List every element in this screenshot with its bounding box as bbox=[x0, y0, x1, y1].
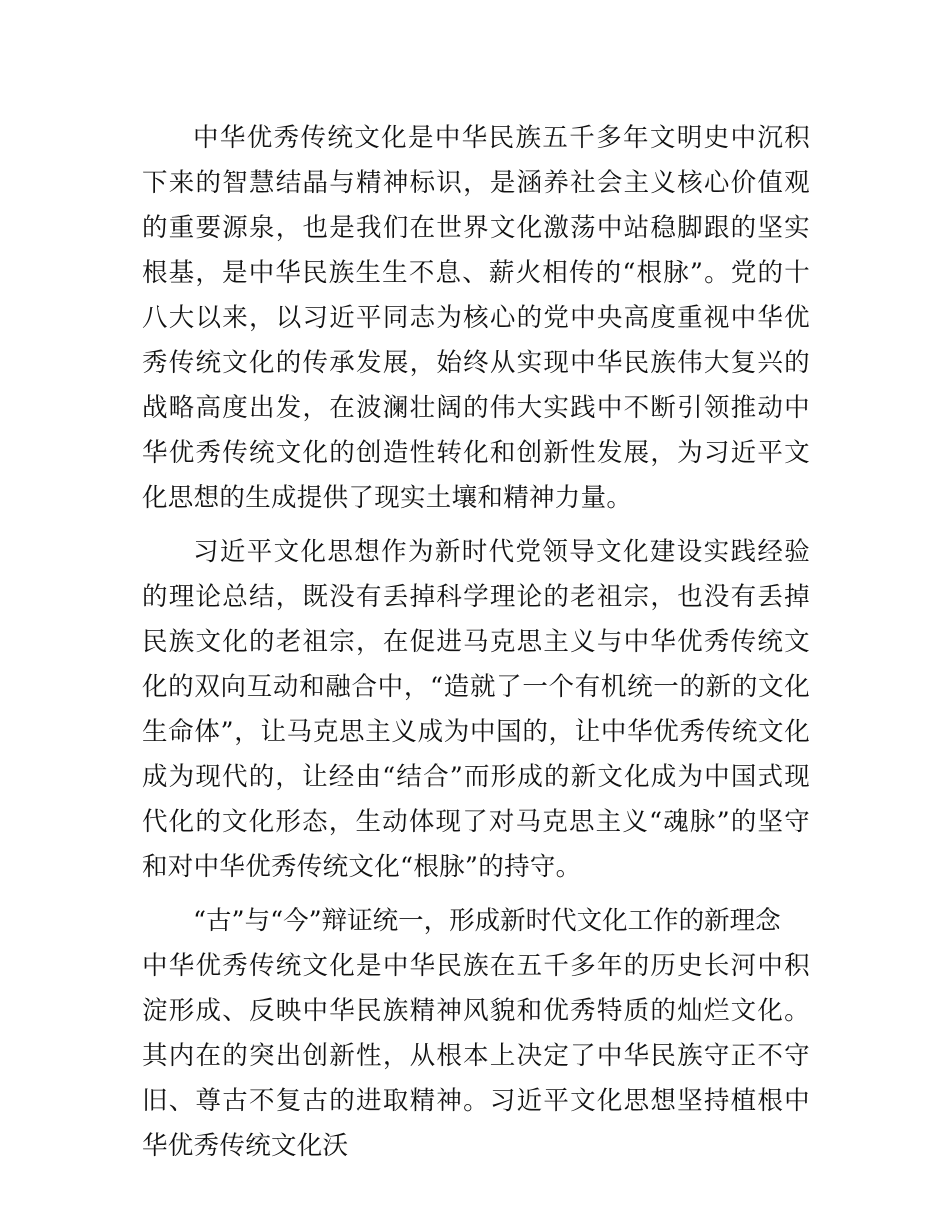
document-body bbox=[142, 116, 810, 1169]
section-paragraph: 中华优秀传统文化是中华民族在五千多年的历史长河中积淀形成、反映中华民族精神风貌和优秀特质的灿烂文化。其内在的突出创新性，从根本上决定了中华民族守正不守旧、尊古不复古的进取精神。习近平文化思想坚持植根中华优秀传统文化沃 bbox=[142, 951, 810, 1161]
paragraph-2: 习近平文化思想作为新时代党领导文化建设实践经验的理论总结，既没有丢掉科学理论的老祖宗，也没有丢掉民族文化的老祖宗，在促进马克思主义与中华优秀传统文化的双向互动和融合中，“造就了一个有机统一的新的文化生命体”，让马克思主义成为中国的，让中华优秀传统文化成为现代的，让经由“结合”而形成的新文化成为中国式现代化的文化形态，生动体现了对马克思主义“魂脉”的坚守和对中华优秀传统文化“根脉”的持守。 bbox=[142, 537, 810, 882]
section-heading: “古”与“今”辩证统一，形成新时代文化工作的新理念 bbox=[193, 906, 781, 936]
section-block bbox=[142, 899, 810, 1169]
paragraph-1: 中华优秀传统文化是中华民族五千多年文明史中沉积下来的智慧结晶与精神标识，是涵养社会主义核心价值观的重要源泉，也是我们在世界文化激荡中站稳脚跟的坚实根基，是中华民族生生不息、薪火相传的“根脉”。党的十八大以来，以习近平同志为核心的党中央高度重视中华优秀传统文化的传承发展，始终从实现中华民族伟大复兴的战略高度出发，在波澜壮阔的伟大实践中不断引领推动中华优秀传统文化的创造性转化和创新性发展，为习近平文化思想的生成提供了现实土壤和精神力量。 bbox=[142, 123, 810, 513]
